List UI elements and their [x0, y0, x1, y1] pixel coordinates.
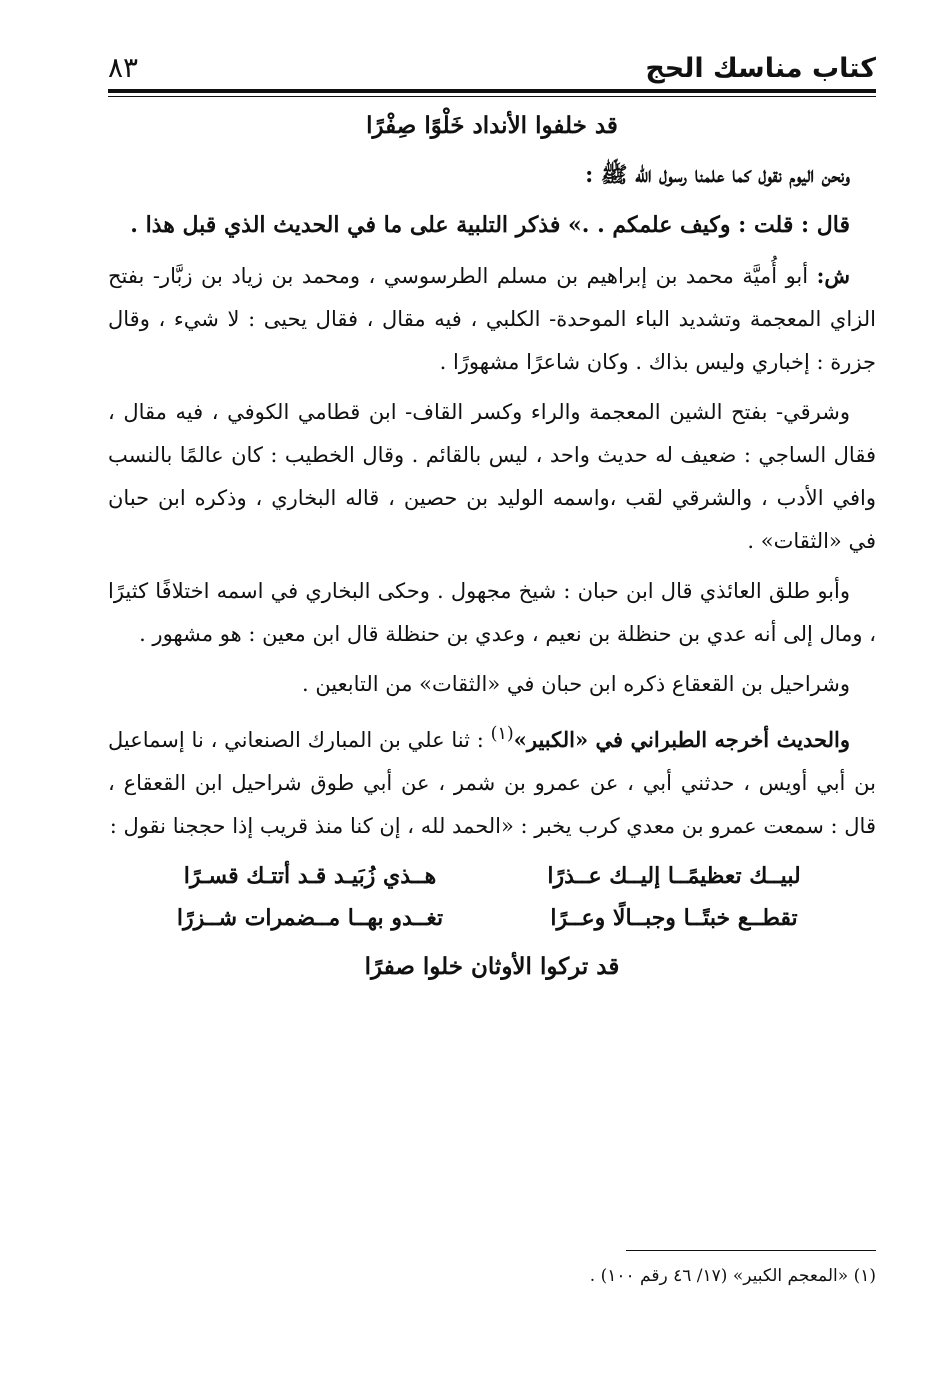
- header-rule-thick: [108, 89, 876, 93]
- footnote-ref: (١): [490, 724, 514, 744]
- commentary-label: ش:: [816, 263, 850, 288]
- book-title: كتاب مناسك الحج: [645, 53, 876, 84]
- page-body: [108, 104, 876, 995]
- poem-hemistich: تغــدو بهــا مــضمرات شــزرًا: [176, 905, 444, 931]
- paragraph: وشراحيل بن القعقاع ذكره ابن حبان في «الثقات» من التابعين .: [301, 672, 850, 696]
- verse-line: قد خلفوا الأنداد خَلْوًا صِفْرًا: [366, 112, 618, 139]
- poem-hemistich: تقطــع خبتًــا وجبــالًا وعــرًا: [550, 905, 798, 931]
- paragraph-text: أبو أُميَّة محمد بن إبراهيم بن مسلم الطرسوسي ، ومحمد بن زياد بن زبَّار- بفتح الزاي المعجمة وتشديد الباء الموحدة- الكلبي ، فيه مقال ، فقال يحيى : لا شيء ، وقال جزرة : إخباري وليس بذاك . وكان شاعرًا مشهورًا .: [108, 264, 876, 374]
- paragraph: [108, 713, 876, 848]
- text-line: قال : قلت : وكيف علمكم . .» فذكر التلبية على ما في الحديث الذي قبل هذا .: [130, 212, 850, 238]
- paragraph-bold: والحديث أخرجه الطبراني في «الكبير»: [513, 727, 850, 752]
- page-header: [108, 40, 876, 84]
- text-line: ونحن اليوم نقول كما علمنا رسول الله ﷺ :: [585, 162, 850, 188]
- paragraph: وشرقي- بفتح الشين المعجمة والراء وكسر القاف- ابن قطامي الكوفي ، فيه مقال ، فقال الساجي : ضعيف له حديث واحد ، ليس بالقائم . وقال الخطيب : كان عالمًا بالنسب وافي الأدب ، والشرقي لقب ،واسمه الوليد بن حصين ، قاله البخاري ، وذكره ابن حبان في «الثقات» .: [108, 400, 876, 553]
- paragraph: [108, 254, 876, 384]
- header-rule-thin: [108, 96, 876, 97]
- page-number: ٨٣: [108, 51, 139, 84]
- paragraph: وأبو طلق العائذي قال ابن حبان : شيخ مجهول . وحكى البخاري في اسمه اختلافًا كثيرًا ، ومال إلى أنه عدي بن حنظلة بن نعيم ، وعدي بن حنظلة قال ابن معين : هو مشهور .: [108, 579, 876, 646]
- verse-line: قد تركوا الأوثان خلوا صفرًا: [364, 953, 620, 980]
- poem-hemistich: لبيــك تعظيمًــا إليــك عــذرًا: [547, 863, 801, 889]
- footnote: (١) «المعجم الكبير» (١٧/ ٤٦ رقم ١٠٠) .: [589, 1266, 876, 1286]
- paragraph-text: : ثنا علي بن المبارك الصنعاني ، نا إسماعيل بن أبي أويس ، حدثني أبي ، عن عمرو بن شمر ، عن أبي طوق شراحيل ابن القعقاع ، قال : سمعت عمرو بن معدي كرب يخبر : «الحمد لله ، إن كنا منذ قريب إذا حججنا نقول :: [108, 728, 876, 838]
- poem: [108, 855, 876, 939]
- footnote-rule: [626, 1250, 876, 1251]
- poem-hemistich: هــذي زُبَيـد قـد أتتـك قسـرًا: [183, 863, 437, 889]
